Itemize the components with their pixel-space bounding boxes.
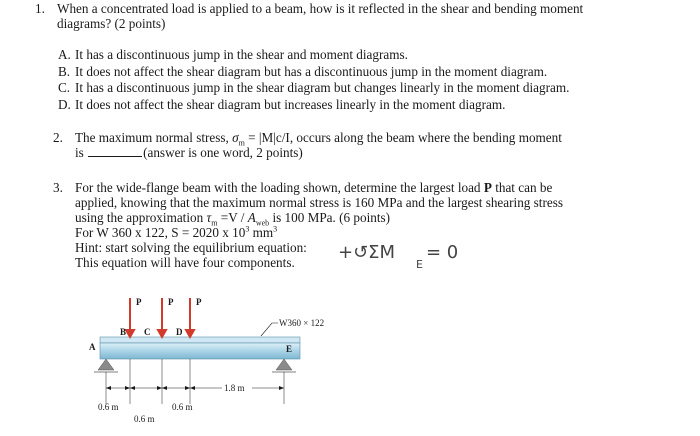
dim-label-bc: 0.6 m	[134, 414, 155, 424]
question-3-line-5: Hint: start solving the equilibrium equation:	[75, 240, 307, 255]
question-1-number: 1.	[35, 1, 45, 16]
question-2-line-1: The maximum normal stress, $\sigma_m = |M|c/I$, occurs along the beam where the bending moment	[75, 130, 562, 148]
option-a[interactable]: A. It has a discontinuous jump in the shear and moment diagrams.	[58, 47, 408, 62]
load-arrowhead-3	[186, 330, 194, 337]
question-3-line-2: applied, knowing that the maximum normal stress is 160 MPa and the largest shearing stress	[75, 195, 563, 210]
question-2-line-2: is (answer is one word, 2 points)	[75, 145, 303, 160]
question-3-line-4: For W 360 x 122, S = 2020 x $10^3$ $mm^3$	[75, 224, 278, 240]
support-e	[276, 359, 292, 370]
dim-label-de: 1.8 m	[224, 383, 245, 393]
question-1-options	[58, 47, 569, 113]
load-arrowhead-1	[126, 330, 134, 337]
section-label: W360 × 122	[279, 318, 325, 328]
handwritten-tail: = 0	[426, 242, 459, 263]
load-arrowhead-2	[158, 330, 166, 337]
point-label-a: A	[89, 342, 96, 352]
handwritten-equation	[336, 238, 466, 272]
point-label-e: E	[286, 344, 293, 354]
point-label-d: D	[176, 327, 183, 337]
point-label-b: B	[120, 327, 127, 337]
load-label-1: P	[136, 297, 142, 307]
option-c[interactable]: C. It has a discontinuous jump in the shear diagram but changes linearly in the moment diagram.	[58, 80, 570, 95]
dim-label-ab: 0.6 m	[98, 402, 119, 412]
question-2-number: 2.	[53, 130, 63, 145]
beam-figure	[86, 292, 340, 428]
question-1-line-1: When a concentrated load is applied to a beam, how is it reflected in the shear and bending moment	[57, 1, 584, 16]
answer-blank[interactable]	[88, 145, 142, 157]
handwritten-subscript: E	[416, 258, 423, 271]
option-d[interactable]: D. It does not affect the shear diagram but increases linearly in the moment diagram.	[58, 96, 506, 112]
question-3-line-3: using the approximation $\tau_m =V / A_{web}$ is 100 MPa. (6 points)	[75, 210, 391, 228]
load-label-2: P	[168, 297, 174, 307]
question-3-number: 3.	[53, 180, 63, 195]
beam-web	[100, 343, 300, 359]
question-3-line-1: For the wide-flange beam with the loading shown, determine the largest load P that can be	[75, 180, 553, 195]
point-label-c: C	[144, 327, 151, 337]
question-3-line-6: This equation will have four components.	[75, 255, 295, 270]
load-label-3: P	[196, 297, 202, 307]
question-1-line-2: diagrams? (2 points)	[57, 16, 166, 31]
section-leader	[261, 323, 278, 336]
dim-label-cd: 0.6 m	[172, 402, 193, 412]
handwritten-text: +↺ΣM	[338, 242, 396, 263]
support-a	[98, 359, 114, 370]
option-b[interactable]: B. It does not affect the shear diagram but has a discontinuous jump in the moment diagram.	[58, 63, 548, 79]
